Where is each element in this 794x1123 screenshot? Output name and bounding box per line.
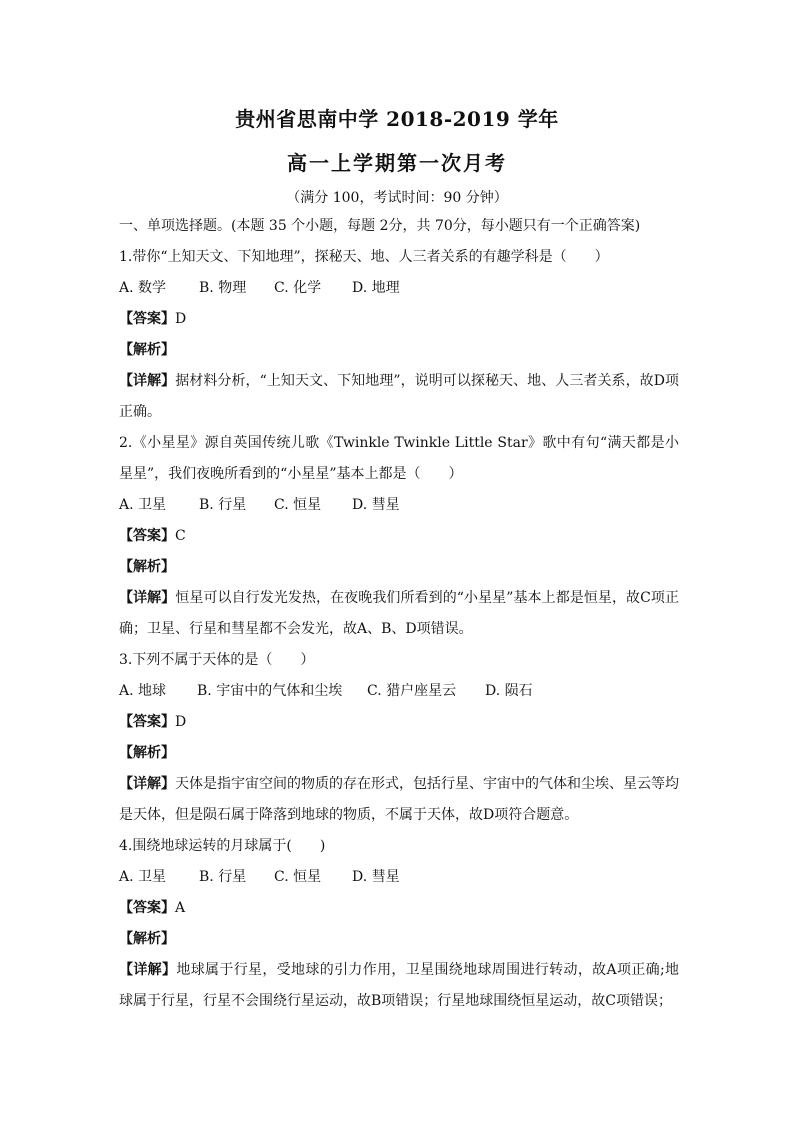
- option-b: B. 宇宙中的气体和尘埃: [197, 683, 343, 699]
- option-b: B. 行星: [199, 869, 247, 885]
- question-stem: 2.《小星星》源自英国传统儿歌《Twinkle Twinkle Little Star》歌中有句“满天都是小星星”，我们夜晚所看到的“小星星”基本上都是（ ）: [119, 435, 679, 482]
- document-title: 贵州省思南中学 2018-2019 学年: [235, 107, 559, 131]
- analysis-label: 【解析】: [119, 931, 175, 947]
- detail-text: 恒星可以自行发光发热，在夜晚我们所看到的“小星星”基本上都是恒星，故C项正确；卫星、行星和彗星都不会发光，故A、B、D项错误。: [119, 590, 679, 637]
- question-options: [119, 676, 679, 707]
- option-d: D. 地理: [352, 280, 400, 296]
- answer-value: A: [175, 900, 186, 916]
- detail-text: 地球属于行星，受地球的引力作用，卫星围绕地球周围进行转动，故A项正确;地球属于行星，行星不会围绕行星运动，故B项错误；行星地球围绕恒星运动，故C项错误；: [119, 962, 680, 1009]
- option-c: C. 猎户座星云: [367, 683, 457, 699]
- option-d: D. 彗星: [352, 497, 400, 513]
- detail-label: 【详解】: [119, 962, 177, 978]
- option-c: C. 恒星: [274, 869, 322, 885]
- detail-text: 据材料分析，“上知天文、下知地理”，说明可以探秘天、地、人三者关系，故D项正确。: [119, 373, 679, 420]
- option-b: B. 物理: [199, 280, 247, 296]
- option-a: A. 卫星: [119, 497, 167, 513]
- analysis-label: 【解析】: [119, 745, 175, 761]
- detail-paragraph: [119, 583, 679, 645]
- question-stem: 4.围绕地球运转的月球属于( ): [119, 838, 326, 854]
- detail-label: 【详解】: [119, 590, 176, 606]
- answer-label: 【答案】: [119, 528, 175, 544]
- exam-info: （满分 100，考试时间：90 分钟）: [286, 190, 508, 206]
- question-options: [119, 862, 679, 893]
- option-d: D. 陨石: [485, 683, 533, 699]
- detail-paragraph: [119, 366, 679, 428]
- answer-value: D: [175, 311, 187, 327]
- detail-paragraph: [119, 769, 679, 831]
- detail-paragraph: [119, 955, 679, 1017]
- question-options: [119, 273, 679, 304]
- option-a: A. 数学: [119, 280, 167, 296]
- answer-label: 【答案】: [119, 900, 175, 916]
- document-subtitle: 高一上学期第一次月考: [287, 151, 507, 175]
- question-stem: 3.下列不属于天体的是（ ）: [119, 652, 315, 668]
- option-a: A. 地球: [119, 683, 167, 699]
- detail-text: 天体是指宇宙空间的物质的存在形式，包括行星、宇宙中的气体和尘埃、星云等均是天体，但是陨石属于降落到地球的物质，不属于天体，故D项符合题意。: [119, 776, 679, 823]
- answer-value: C: [175, 528, 186, 544]
- document-body: [119, 211, 679, 1017]
- option-b: B. 行星: [199, 497, 247, 513]
- answer-line: [119, 893, 679, 924]
- answer-line: [119, 707, 679, 738]
- analysis-label: 【解析】: [119, 342, 175, 358]
- option-c: C. 恒星: [274, 497, 322, 513]
- detail-label: 【详解】: [119, 373, 176, 389]
- answer-label: 【答案】: [119, 714, 175, 730]
- section-heading: 一、单项选择题。(本题 35 个小题，每题 2分，共 70分，每小题只有一个正确答案): [119, 218, 641, 234]
- question-stem: 1.带你“上知天文、下知地理”，探秘天、地、人三者关系的有趣学科是（ ）: [119, 249, 609, 265]
- question-options: [119, 490, 679, 521]
- analysis-label: 【解析】: [119, 559, 175, 575]
- answer-line: [119, 521, 679, 552]
- option-a: A. 卫星: [119, 869, 167, 885]
- answer-value: D: [175, 714, 187, 730]
- detail-label: 【详解】: [119, 776, 175, 792]
- option-c: C. 化学: [274, 280, 322, 296]
- option-d: D. 彗星: [352, 869, 400, 885]
- answer-label: 【答案】: [119, 311, 175, 327]
- answer-line: [119, 304, 679, 335]
